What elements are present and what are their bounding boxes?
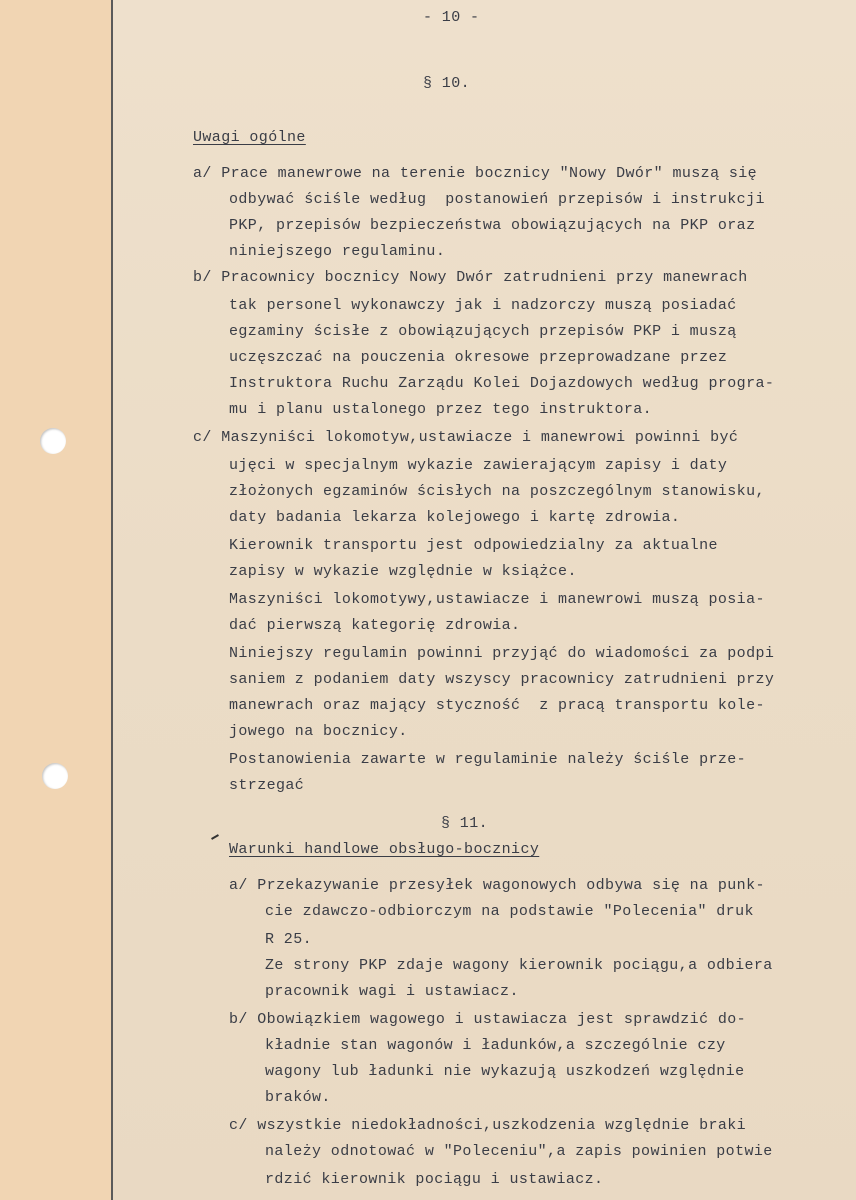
text-line-31: kładnie stan wagonów i ładunków,a szczególnie czy <box>265 1037 726 1054</box>
text-line-18: dać pierwszą kategorię zdrowia. <box>229 617 521 634</box>
text-line-17: Maszyniści lokomotywy,ustawiacze i manewrowi muszą posia- <box>229 591 765 608</box>
text-line-23: Postanowienia zawarte w regulaminie należy ściśle prze- <box>229 751 747 768</box>
heading-uwagi-ogolne: Uwagi ogólne <box>193 129 306 146</box>
text-line-13: złożonych egzaminów ścisłych na poszczególnym stanowisku, <box>229 483 765 500</box>
text-line-35: należy odnotować w "Poleceniu",a zapis powinien potwie <box>265 1143 773 1160</box>
text-line-7: egzaminy ścisłe z obowiązujących przepisów PKP i muszą <box>229 323 737 340</box>
text-line-30: b/ Obowiązkiem wagowego i ustawiacza jest sprawdzić do- <box>229 1011 747 1028</box>
text-line-1: a/ Prace manewrowe na terenie bocznicy "Nowy Dwór" muszą się <box>193 165 758 182</box>
text-line-20: saniem z podaniem daty wszyscy pracownicy zatrudnieni przy <box>229 671 775 688</box>
text-line-11: c/ Maszyniści lokomotyw,ustawiacze i manewrowi powinni być <box>193 429 739 446</box>
text-line-28: Ze strony PKP zdaje wagony kierownik pociągu,a odbiera <box>265 957 773 974</box>
text-line-29: pracownik wagi i ustawiacz. <box>265 983 519 1000</box>
punch-hole-bottom <box>42 763 68 789</box>
text-line-34: c/ wszystkie niedokładności,uszkodzenia względnie braki <box>229 1117 747 1134</box>
text-line-10: mu i planu ustalonego przez tego instruktora. <box>229 401 653 418</box>
punch-hole-top <box>40 428 66 454</box>
text-line-26: cie zdawczo-odbiorczym na podstawie "Polecenia" druk <box>265 903 754 920</box>
text-line-19: Niniejszy regulamin powinni przyjąć do wiadomości za podpi <box>229 645 775 662</box>
text-line-25: a/ Przekazywanie przesyłek wagonowych odbywa się na punk- <box>229 877 765 894</box>
text-line-12: ujęci w specjalnym wykazie zawierającym zapisy i daty <box>229 457 728 474</box>
heading-warunki-handlowe: Warunki handlowe obsługo-bocznicy <box>229 841 540 858</box>
text-line-5: b/ Pracownicy bocznicy Nowy Dwór zatrudnieni przy manewrach <box>193 269 748 286</box>
section-heading-10: § 10. <box>423 75 471 92</box>
text-line-22: jowego na bocznicy. <box>229 723 408 740</box>
text-line-14: daty badania lekarza kolejowego i kartę zdrowia. <box>229 509 681 526</box>
text-line-6: tak personel wykonawczy jak i nadzorczy muszą posiadać <box>229 297 737 314</box>
text-line-33: braków. <box>265 1089 331 1106</box>
text-line-32: wagony lub ładunki nie wykazują uszkodzeń względnie <box>265 1063 745 1080</box>
text-line-36: rdzić kierownik pociągu i ustawiacz. <box>265 1171 604 1188</box>
text-line-2: odbywać ściśle według postanowień przepisów i instrukcji <box>229 191 765 208</box>
section-heading-11: § 11. <box>441 815 489 832</box>
text-line-16: zapisy w wykazie względnie w książce. <box>229 563 577 580</box>
text-line-21: manewrach oraz mający styczność z pracą transportu kole- <box>229 697 765 714</box>
text-line-15: Kierownik transportu jest odpowiedzialny za aktualne <box>229 537 718 554</box>
text-line-3: PKP, przepisów bezpieczeństwa obowiązujących na PKP oraz <box>229 217 756 234</box>
text-line-8: uczęszczać na pouczenia okresowe przeprowadzane przez <box>229 349 728 366</box>
text-line-27: R 25. <box>265 931 313 948</box>
binding-margin <box>0 0 113 1200</box>
page-number: - 10 - <box>423 9 480 26</box>
text-line-9: Instruktora Ruchu Zarządu Kolei Dojazdowych według progra- <box>229 375 775 392</box>
text-line-4: niniejszego regulaminu. <box>229 243 446 260</box>
text-line-24: strzegać <box>229 777 305 794</box>
